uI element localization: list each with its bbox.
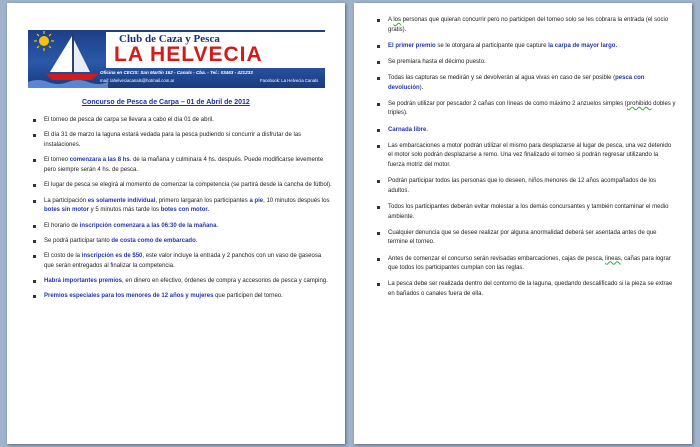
rule-text: ). bbox=[419, 84, 424, 91]
highlighted-text: de costa como de embarcado bbox=[111, 237, 196, 244]
spellcheck-word: lineas bbox=[605, 255, 621, 262]
highlighted-text: El primer premio bbox=[388, 42, 436, 49]
rule-item bbox=[32, 116, 332, 126]
rule-text: El horario de bbox=[44, 222, 80, 229]
rule-item bbox=[32, 156, 332, 175]
highlighted-text: Habrá importantes premios bbox=[44, 278, 123, 285]
highlighted-text: botes sin motor bbox=[44, 207, 90, 214]
rule-item bbox=[32, 292, 332, 302]
rule-text: , en dinero en efectivo, órdenes de compra y accesorios de pesca y camping. bbox=[122, 278, 328, 285]
spellcheck-word: los bbox=[393, 17, 402, 23]
rule-text: Todas las capturas se medirán y se devolverán al agua vivas en caso de ser posible ( bbox=[388, 74, 616, 81]
rule-text: El costo de la bbox=[44, 253, 82, 260]
rule-text: Todos los participantes deberán evitar molestar a los demás concursantes y también contaminar el medio ambiente. bbox=[388, 203, 669, 220]
rule-text: que participen del torneo. bbox=[213, 293, 283, 300]
club-banner bbox=[28, 30, 325, 88]
rule-item bbox=[32, 181, 332, 191]
highlighted-text: pesca con devolución bbox=[388, 74, 645, 91]
rule-item bbox=[32, 252, 332, 271]
rule-item bbox=[32, 131, 332, 150]
email-text: mail: lahelveciacanals@hotmail.com.ar bbox=[100, 78, 175, 83]
rule-text: El día 31 de marzo la laguna estará vedada para la pesca pudiendo si concurrir a disfrutar de las instalaciones. bbox=[44, 132, 302, 148]
rule-item bbox=[376, 280, 676, 299]
rule-text: , primero largaran los participantes bbox=[155, 197, 250, 204]
facebook-text: Facebook: La Helvecia Canals bbox=[260, 78, 319, 83]
document-page-right bbox=[354, 3, 692, 444]
rule-text: Se podrán utilizar por pescador 2 cañas con líneas de como máximo 2 anzuelos simples ( bbox=[388, 100, 627, 107]
rule-item bbox=[376, 203, 676, 222]
rule-text: El lugar de pesca se elegirá al momento de comenzar la competencia (se partirá desde la cancha de fútbol). bbox=[44, 182, 332, 189]
rule-text: . bbox=[426, 126, 429, 133]
rule-text: Cualquier denuncia que se desee realizar por alguna anormalidad deberá ser asentada antes de que termine el torneo. bbox=[388, 229, 657, 246]
rule-item bbox=[376, 42, 676, 52]
rule-text: Se podrá participar tanto bbox=[44, 237, 112, 244]
rule-text: La participación bbox=[44, 197, 88, 204]
highlighted-text: botes con motor. bbox=[160, 207, 210, 214]
rule-item bbox=[32, 277, 332, 287]
rule-item bbox=[376, 255, 676, 274]
club-name: Club de Caza y Pesca bbox=[119, 33, 220, 45]
sailboat-logo-icon bbox=[28, 30, 108, 88]
rule-item bbox=[376, 126, 676, 136]
highlighted-text: la carpa de mayor largo. bbox=[548, 42, 618, 49]
document-title: Concurso de Pesca de Carpa – 01 de Abril de 2012 bbox=[82, 99, 250, 106]
rule-text: . bbox=[216, 222, 219, 229]
rule-item bbox=[376, 74, 676, 93]
highlighted-text: es solamente individual bbox=[87, 197, 156, 204]
rule-item bbox=[376, 16, 676, 35]
office-address: Oficina en CECIS: San Martín 162 - Canals - Cba. - Tel.: 03463 - 421233 bbox=[100, 70, 253, 75]
rule-text: personas que quieran concurrir pero no participen del torneo solo se les cobrara la entrada (el socio gratis). bbox=[388, 17, 669, 33]
highlighted-text: inscripción comenzara a las 06:30 de la mañana bbox=[79, 222, 217, 229]
rule-text: , cañas para lograr que todos los participantes cumplan con las reglas. bbox=[388, 255, 671, 272]
rule-item bbox=[32, 222, 332, 232]
rule-text: Las embarcaciones a motor podrán utilizar el mismo para desplazarse al lugar de pesca, una vez detenido el motor solo podrán desplazarse a remo. Una vez finalizado el torneo si podrán regresar utilizando la fuerza motriz del motor. bbox=[388, 142, 672, 169]
rule-text: El torneo de pesca de carpa se llevara a cabo el día 01 de abril. bbox=[44, 117, 214, 123]
rule-text: , este valor incluye la entrada y 2 panchos con un vaso de gaseosa que serán entregados al finalizar la competencia. bbox=[44, 253, 322, 269]
rule-text: dobles y triples). bbox=[388, 100, 676, 117]
rule-item bbox=[376, 58, 676, 68]
rule-item bbox=[376, 229, 676, 248]
highlighted-text: inscripción es de $50 bbox=[81, 253, 143, 260]
rule-text: El torneo bbox=[44, 157, 70, 164]
rule-item bbox=[376, 142, 676, 171]
rule-text: . bbox=[195, 237, 198, 244]
rule-text: , 10 minutos después los bbox=[263, 197, 330, 204]
rule-text: A bbox=[388, 17, 394, 23]
rule-item bbox=[376, 177, 676, 196]
rule-text: La pesca debe ser realizada dentro del contorno de la laguna, quedando descalificado si la pieza se extrae en bañados o canales fuera de ella. bbox=[388, 281, 673, 298]
spellcheck-word: prohibido bbox=[626, 100, 652, 107]
rule-item bbox=[32, 197, 332, 216]
highlighted-text: comenzara a las 8 hs bbox=[69, 157, 130, 164]
rule-item bbox=[32, 237, 332, 247]
rules-list-left bbox=[32, 116, 332, 308]
highlighted-text: Carnada libre bbox=[388, 126, 427, 133]
rules-list-right bbox=[376, 16, 676, 306]
rule-text: se le otorgara al participante que capture bbox=[435, 42, 549, 49]
rule-text: . de la mañana y culminara 4 hs. después. Puede modificarse levemente pero siempre serán 4 hs. de pesca. bbox=[44, 157, 324, 173]
rule-item bbox=[376, 100, 676, 119]
highlighted-text: a pie bbox=[249, 197, 264, 204]
rule-text: Se premiara hasta el décimo puesto. bbox=[388, 58, 486, 65]
rule-text: Podrán participar todos las personas que lo deseen, niños menores de 12 años acompañados de los adultos. bbox=[388, 178, 657, 194]
club-title: LA HELVECIA bbox=[114, 43, 263, 66]
rule-text: Antes de comenzar el concurso serán revisadas embarcaciones, cajas de pesca, bbox=[388, 255, 606, 262]
highlighted-text: Premios especiales para los menores de 12 años y mujeres bbox=[44, 293, 214, 300]
document-page-left bbox=[7, 3, 345, 444]
rule-text: y 5 minutos más tarde los bbox=[89, 207, 161, 214]
